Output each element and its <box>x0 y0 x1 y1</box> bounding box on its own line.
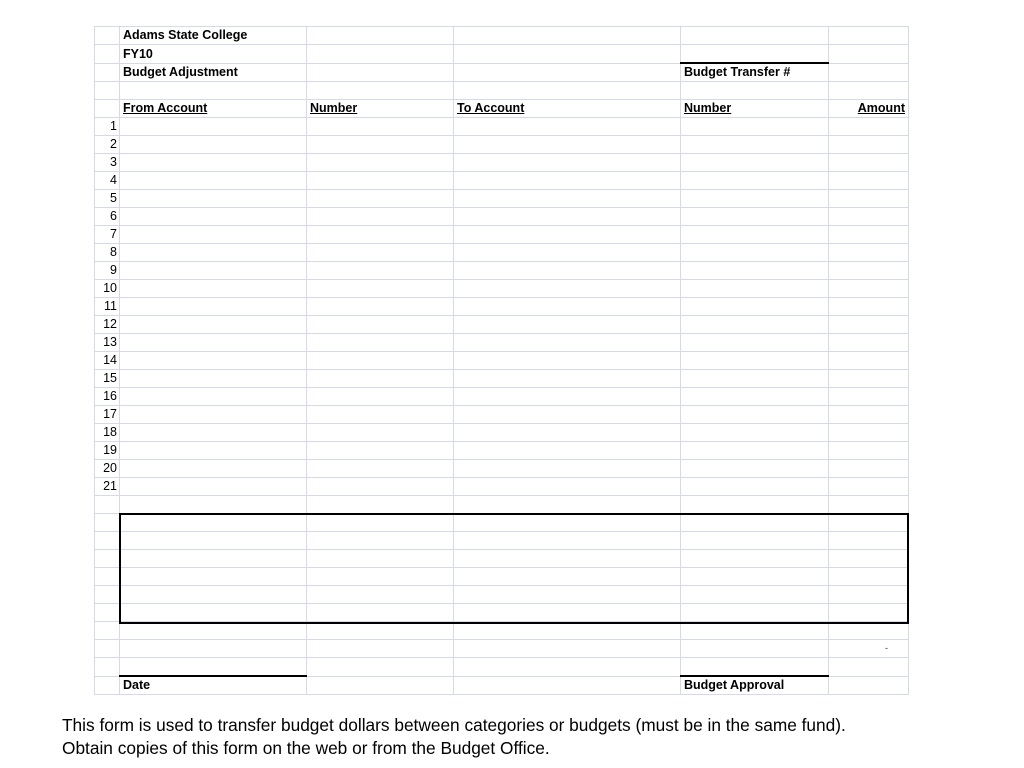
from-account-cell[interactable] <box>120 244 307 262</box>
budget-approval-label: Budget Approval <box>681 676 829 695</box>
to-number-cell[interactable] <box>681 424 829 442</box>
from-number-cell[interactable] <box>307 190 454 208</box>
table-row <box>95 172 909 190</box>
blank-row <box>95 658 909 677</box>
from-number-cell[interactable] <box>307 154 454 172</box>
amount-cell[interactable] <box>829 352 909 370</box>
from-number-cell[interactable] <box>307 370 454 388</box>
from-number-cell[interactable] <box>307 442 454 460</box>
to-account-cell[interactable] <box>454 388 681 406</box>
row-number: 3 <box>95 154 120 172</box>
from-number-cell[interactable] <box>307 226 454 244</box>
from-account-cell[interactable] <box>120 208 307 226</box>
from-account-cell[interactable] <box>120 172 307 190</box>
to-account-cell[interactable] <box>454 190 681 208</box>
form-title: Budget Adjustment <box>120 63 307 82</box>
table-row <box>95 298 909 316</box>
to-number-cell[interactable] <box>681 244 829 262</box>
to-number-cell[interactable] <box>681 172 829 190</box>
to-number-cell[interactable] <box>681 136 829 154</box>
from-number-cell[interactable] <box>307 334 454 352</box>
amount-cell[interactable] <box>829 316 909 334</box>
table-row <box>95 460 909 478</box>
to-account-cell[interactable] <box>454 442 681 460</box>
table-row <box>95 262 909 280</box>
from-account-cell[interactable] <box>120 424 307 442</box>
row-number: 6 <box>95 208 120 226</box>
budget-adjustment-form <box>94 26 909 695</box>
from-account-cell[interactable] <box>120 298 307 316</box>
to-account-header: To Account <box>454 100 681 118</box>
row-number: 17 <box>95 406 120 424</box>
from-account-cell[interactable] <box>120 460 307 478</box>
to-account-cell[interactable] <box>454 352 681 370</box>
from-number-cell[interactable] <box>307 244 454 262</box>
amount-cell[interactable] <box>829 406 909 424</box>
from-account-cell[interactable] <box>120 352 307 370</box>
date-label: Date <box>120 676 307 695</box>
to-number-cell[interactable] <box>681 316 829 334</box>
amount-cell[interactable] <box>829 118 909 136</box>
table-row <box>95 244 909 262</box>
table-row <box>95 118 909 136</box>
table-row <box>95 316 909 334</box>
from-account-cell[interactable] <box>120 388 307 406</box>
from-account-cell[interactable] <box>120 316 307 334</box>
row-number: 20 <box>95 460 120 478</box>
to-number-cell[interactable] <box>681 478 829 496</box>
amount-cell[interactable] <box>829 298 909 316</box>
to-account-cell[interactable] <box>454 226 681 244</box>
blank-row <box>95 640 909 658</box>
from-number-cell[interactable] <box>307 424 454 442</box>
from-number-cell[interactable] <box>307 388 454 406</box>
from-account-cell[interactable] <box>120 154 307 172</box>
to-number-cell[interactable] <box>681 208 829 226</box>
amount-cell[interactable] <box>829 280 909 298</box>
row-number: 14 <box>95 352 120 370</box>
from-account-cell[interactable] <box>120 478 307 496</box>
to-number-cell[interactable] <box>681 442 829 460</box>
budget-transfer-label: Budget Transfer # <box>681 63 829 82</box>
to-account-cell[interactable] <box>454 154 681 172</box>
from-account-cell[interactable] <box>120 118 307 136</box>
to-account-cell[interactable] <box>454 424 681 442</box>
row-number: 10 <box>95 280 120 298</box>
column-header-row <box>95 100 909 118</box>
table-row <box>95 478 909 496</box>
amount-cell[interactable] <box>829 460 909 478</box>
from-number-cell[interactable] <box>307 406 454 424</box>
amount-cell[interactable] <box>829 334 909 352</box>
to-account-cell[interactable] <box>454 460 681 478</box>
amount-cell[interactable] <box>829 190 909 208</box>
from-number-cell[interactable] <box>307 208 454 226</box>
amount-cell[interactable] <box>829 172 909 190</box>
to-account-cell[interactable] <box>454 334 681 352</box>
to-number-cell[interactable] <box>681 226 829 244</box>
to-account-cell[interactable] <box>454 262 681 280</box>
to-account-cell[interactable] <box>454 208 681 226</box>
to-account-cell[interactable] <box>454 478 681 496</box>
to-number-cell[interactable] <box>681 154 829 172</box>
from-account-cell[interactable] <box>120 190 307 208</box>
from-account-cell[interactable] <box>120 442 307 460</box>
amount-cell[interactable] <box>829 226 909 244</box>
to-number-cell[interactable] <box>681 352 829 370</box>
to-account-cell[interactable] <box>454 118 681 136</box>
from-account-cell[interactable] <box>120 334 307 352</box>
table-row <box>95 154 909 172</box>
from-number-cell[interactable] <box>307 352 454 370</box>
table-row <box>95 226 909 244</box>
row-number: 18 <box>95 424 120 442</box>
amount-cell[interactable] <box>829 388 909 406</box>
amount-cell[interactable] <box>829 424 909 442</box>
footnote-line-2: Obtain copies of this form on the web or from the Budget Office. <box>62 738 550 758</box>
from-account-cell[interactable] <box>120 262 307 280</box>
to-account-cell[interactable] <box>454 280 681 298</box>
blank-row <box>95 550 909 568</box>
to-number-cell[interactable] <box>681 334 829 352</box>
footnote <box>62 714 1012 760</box>
to-account-cell[interactable] <box>454 370 681 388</box>
table-row <box>95 280 909 298</box>
table-row <box>95 334 909 352</box>
blank-row <box>95 568 909 586</box>
row-number: 11 <box>95 298 120 316</box>
to-account-cell[interactable] <box>454 406 681 424</box>
from-number-cell[interactable] <box>307 280 454 298</box>
table-row <box>95 424 909 442</box>
table-row <box>95 352 909 370</box>
dash-mark: - <box>829 640 909 658</box>
from-account-header: From Account <box>120 100 307 118</box>
table-row <box>95 406 909 424</box>
from-account-cell[interactable] <box>120 280 307 298</box>
signature-row <box>95 676 909 695</box>
row-number: 16 <box>95 388 120 406</box>
blank-row <box>95 532 909 550</box>
to-number-cell[interactable] <box>681 190 829 208</box>
amount-cell[interactable] <box>829 442 909 460</box>
from-number-cell[interactable] <box>307 460 454 478</box>
amount-cell[interactable] <box>829 478 909 496</box>
row-number: 2 <box>95 136 120 154</box>
to-account-cell[interactable] <box>454 244 681 262</box>
from-number-cell[interactable] <box>307 316 454 334</box>
amount-header: Amount <box>829 100 909 118</box>
amount-cell[interactable] <box>829 136 909 154</box>
amount-cell[interactable] <box>829 154 909 172</box>
table-row <box>95 370 909 388</box>
to-number-cell[interactable] <box>681 370 829 388</box>
amount-cell[interactable] <box>829 370 909 388</box>
from-account-cell[interactable] <box>120 226 307 244</box>
from-number-header: Number <box>307 100 454 118</box>
table-row <box>95 442 909 460</box>
table-row <box>95 208 909 226</box>
table-row <box>95 136 909 154</box>
row-number: 15 <box>95 370 120 388</box>
blank-row <box>95 622 909 640</box>
to-number-cell[interactable] <box>681 118 829 136</box>
from-number-cell[interactable] <box>307 478 454 496</box>
row-number: 1 <box>95 118 120 136</box>
from-account-cell[interactable] <box>120 370 307 388</box>
college-name: Adams State College <box>120 27 307 45</box>
blank-row <box>95 586 909 604</box>
row-number: 12 <box>95 316 120 334</box>
row-number: 13 <box>95 334 120 352</box>
from-number-cell[interactable] <box>307 172 454 190</box>
footnote-line-1: This form is used to transfer budget dollars between categories or budgets (must be in the same fund). <box>62 715 846 735</box>
to-account-cell[interactable] <box>454 136 681 154</box>
row-number: 4 <box>95 172 120 190</box>
from-account-cell[interactable] <box>120 406 307 424</box>
row-number: 7 <box>95 226 120 244</box>
row-number: 19 <box>95 442 120 460</box>
from-number-cell[interactable] <box>307 262 454 280</box>
row-number: 9 <box>95 262 120 280</box>
table-row <box>95 190 909 208</box>
row-number: 5 <box>95 190 120 208</box>
amount-cell[interactable] <box>829 244 909 262</box>
to-account-cell[interactable] <box>454 298 681 316</box>
to-account-cell[interactable] <box>454 316 681 334</box>
from-number-cell[interactable] <box>307 136 454 154</box>
table-row <box>95 388 909 406</box>
amount-cell[interactable] <box>829 262 909 280</box>
from-number-cell[interactable] <box>307 118 454 136</box>
from-number-cell[interactable] <box>307 298 454 316</box>
fiscal-year: FY10 <box>120 45 307 64</box>
row-number: 8 <box>95 244 120 262</box>
to-number-cell[interactable] <box>681 406 829 424</box>
amount-cell[interactable] <box>829 208 909 226</box>
to-number-cell[interactable] <box>681 298 829 316</box>
to-number-cell[interactable] <box>681 280 829 298</box>
to-account-cell[interactable] <box>454 172 681 190</box>
blank-row <box>95 514 909 532</box>
row-number: 21 <box>95 478 120 496</box>
budget-transfer-field[interactable] <box>829 63 909 82</box>
to-number-cell[interactable] <box>681 262 829 280</box>
to-number-cell[interactable] <box>681 460 829 478</box>
to-number-cell[interactable] <box>681 388 829 406</box>
blank-row <box>95 604 909 622</box>
from-account-cell[interactable] <box>120 136 307 154</box>
blank-row <box>95 496 909 514</box>
to-number-header: Number <box>681 100 829 118</box>
